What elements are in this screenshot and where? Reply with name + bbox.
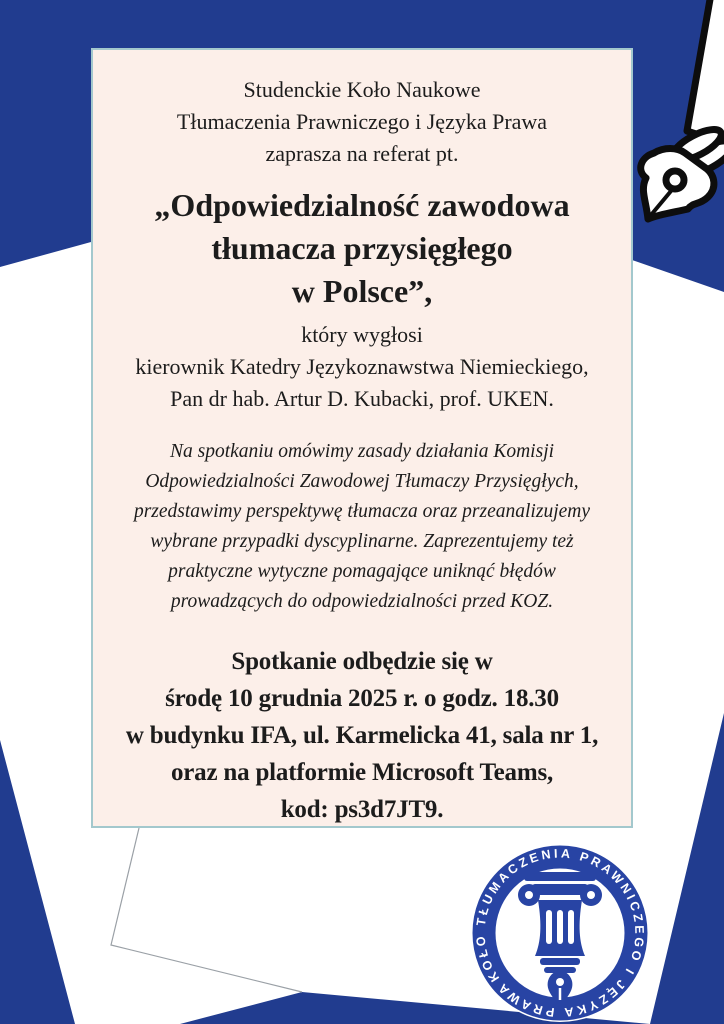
event-description <box>101 437 623 617</box>
society-logo <box>471 844 649 1022</box>
society-name: Studenckie Koło Naukowe <box>243 77 481 102</box>
description-line: przedstawimy perspektywę tłumacza oraz przeanalizujemy <box>133 501 591 522</box>
speaker-name: Pan dr hab. Artur D. Kubacki, prof. UKEN. <box>170 386 554 411</box>
speaker-role: kierownik Katedry Językoznawstwa Niemieckiego, <box>135 354 589 379</box>
speaker-intro: który wygłosi <box>301 322 423 347</box>
details-platform: oraz na platformie Microsoft Teams, <box>170 759 554 786</box>
event-title <box>101 184 623 313</box>
description-line: Odpowiedzialności Zawodowej Tłumaczy Przysięgłych, <box>145 471 579 492</box>
event-title-line3: w Polsce”, <box>291 273 433 309</box>
details-location: w budynku IFA, ul. Karmelicka 41, sala nr 1, <box>125 722 599 749</box>
seal-ring-text: KOŁO TŁUMACZENIA PRAWNICZEGO I JĘZYKA PRAWA <box>473 846 647 1020</box>
description-line: wybrane przypadki dyscyplinarne. Zaprezentujemy też <box>150 531 574 552</box>
society-header <box>101 74 623 170</box>
details-date-time: środę 10 grudnia 2025 r. o godz. 18.30 <box>165 685 559 712</box>
invitation-text: zaprasza na referat pt. <box>265 141 459 166</box>
event-title-line2: tłumacza przysięgłego <box>211 230 513 266</box>
description-line: Na spotkaniu omówimy zasady działania Komisji <box>169 441 555 462</box>
event-title-line1: „Odpowiedzialność zawodowa <box>154 187 570 223</box>
event-panel <box>91 48 633 828</box>
description-line: praktyczne wytyczne pomagające uniknąć błędów <box>168 561 556 582</box>
event-details <box>101 643 623 828</box>
description-line: prowadzących do odpowiedzialności przed KOZ. <box>170 591 554 612</box>
speaker-info <box>101 319 623 415</box>
details-intro: Spotkanie odbędzie się w <box>231 648 493 675</box>
details-access-code: kod: ps3d7JT9. <box>280 796 444 823</box>
society-name-line2: Tłumaczenia Prawniczego i Języka Prawa <box>176 109 548 134</box>
